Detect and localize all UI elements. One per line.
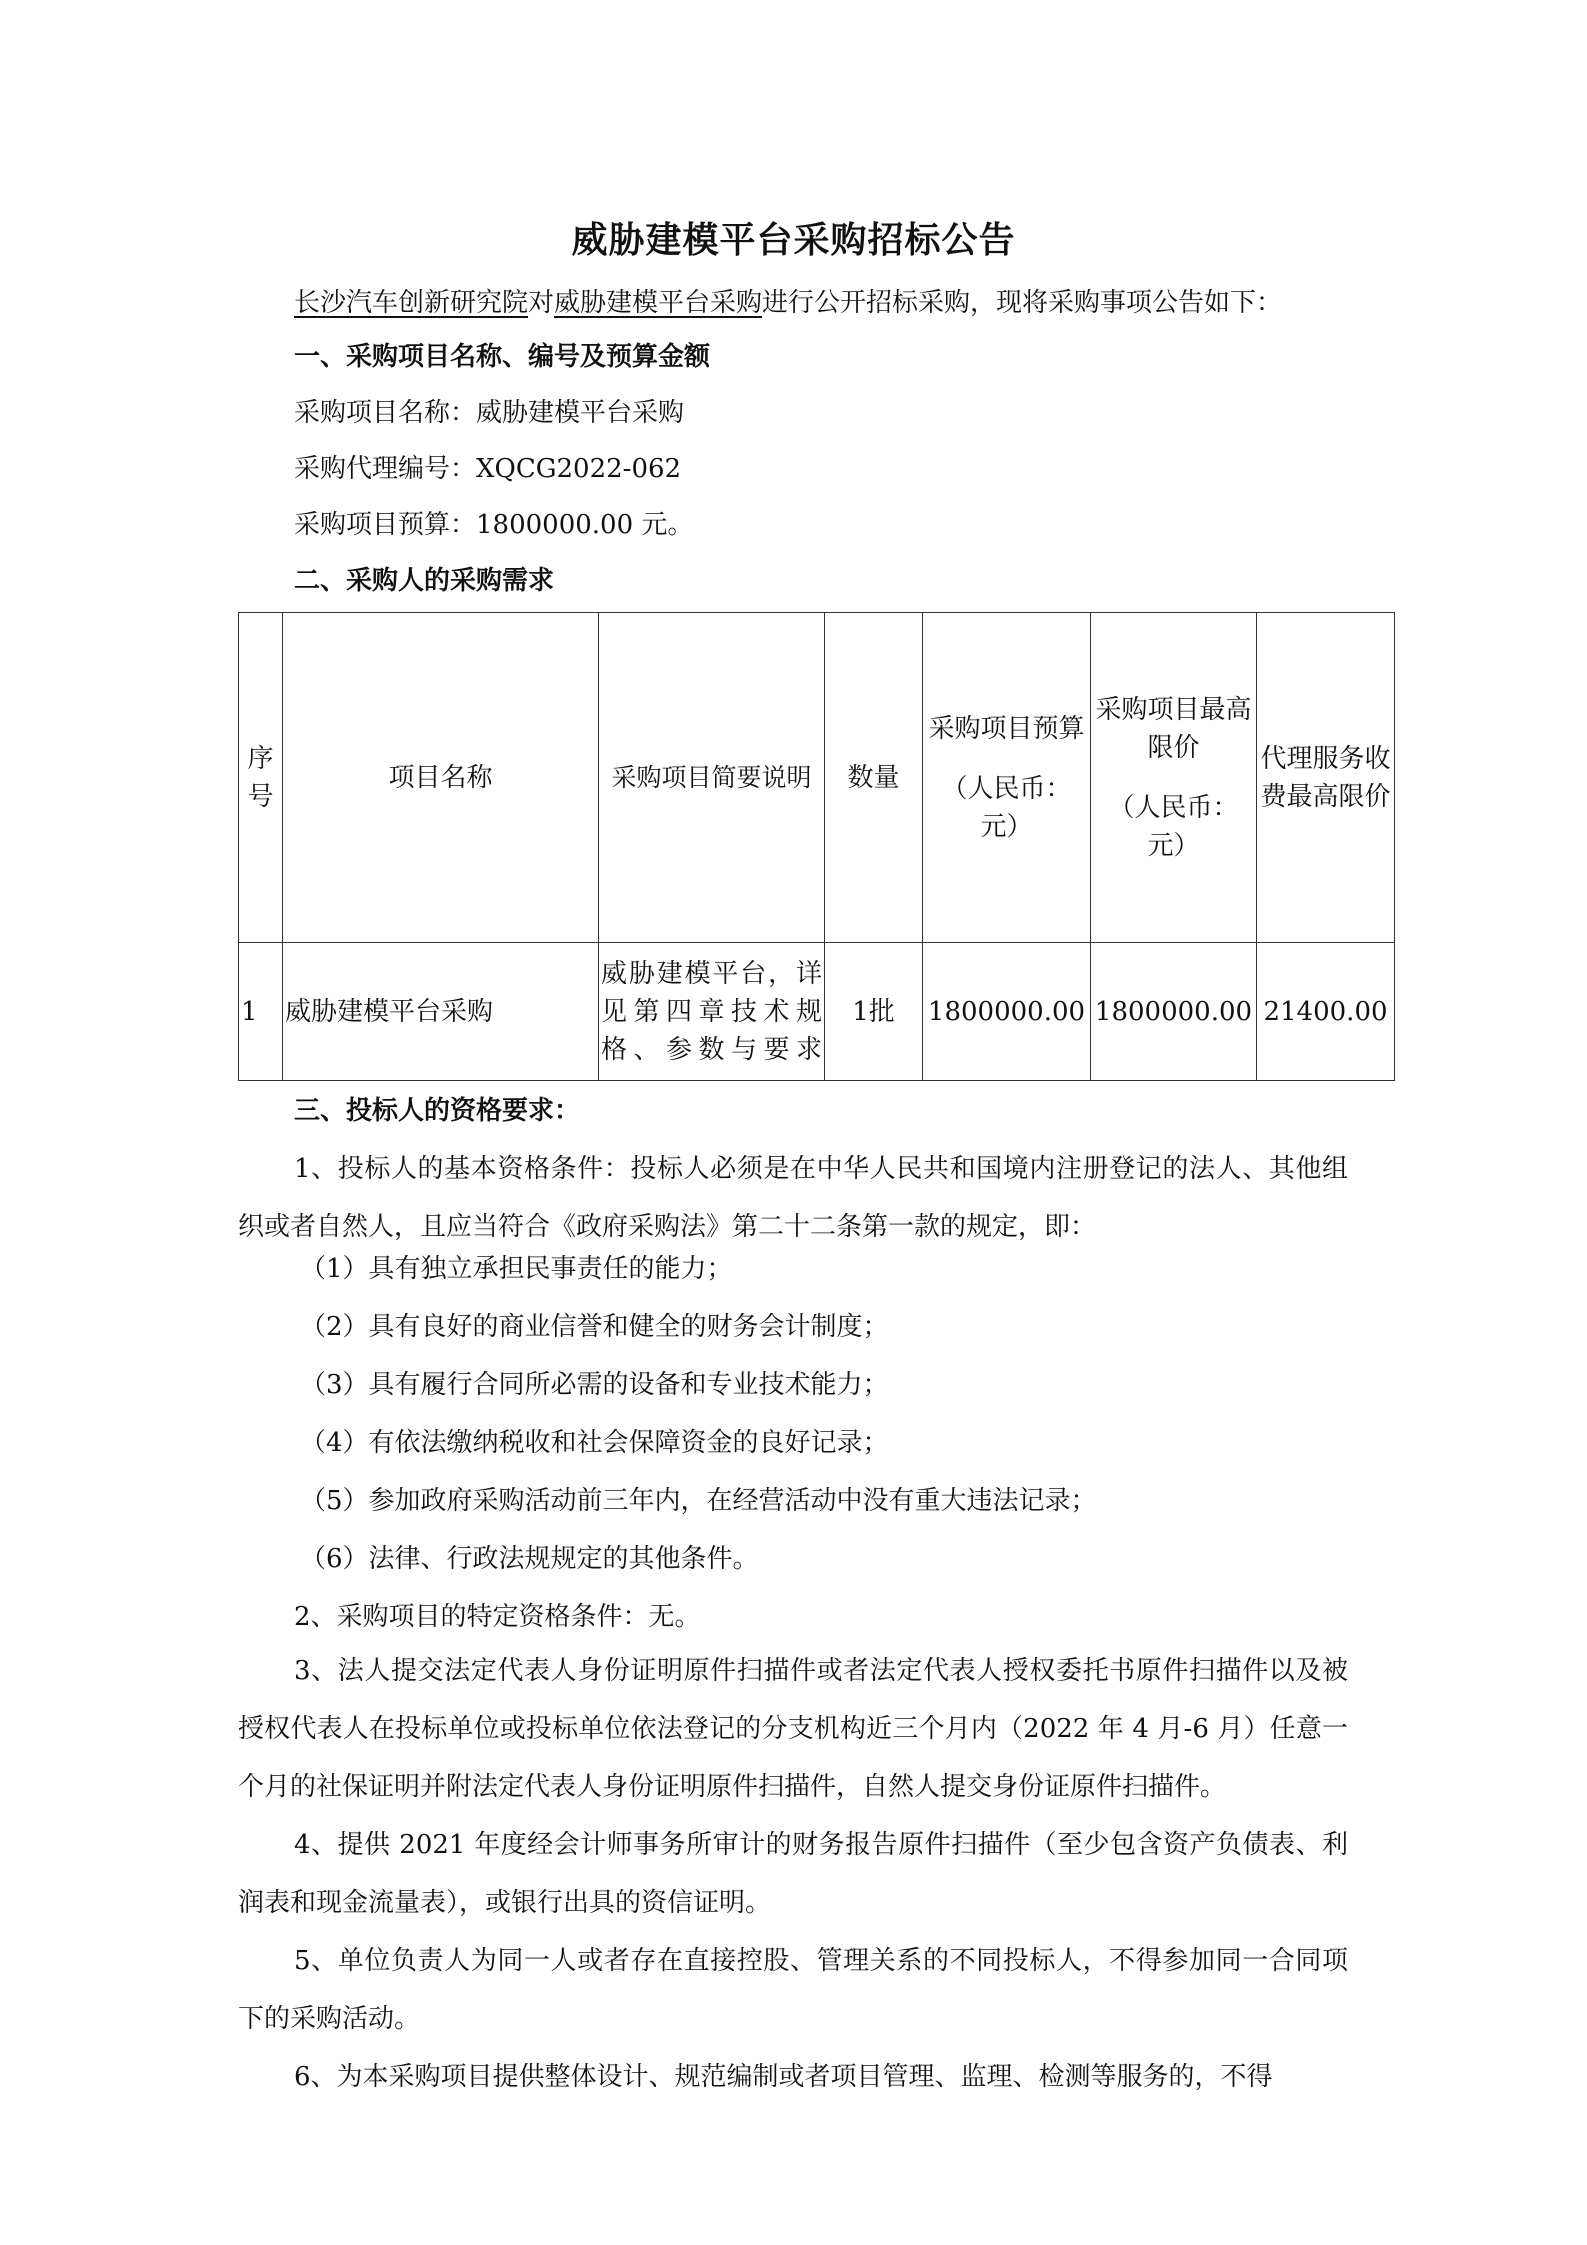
intro-rest: 进行公开招标采购，现将采购事项公告如下：: [762, 288, 1283, 318]
table-header-row: [239, 613, 1395, 943]
qualification-item-4: 4、提供 2021 年度经会计师事务所审计的财务报告原件扫描件（至少包含资产负债表、利润表和现金流量表），或银行出具的资信证明。: [238, 1830, 1348, 1918]
header-max-unit: （人民币：元）: [1108, 792, 1239, 861]
qualification-item-6: 6、为本采购项目提供整体设计、规范编制或者项目管理、监理、检测等服务的，不得: [294, 2062, 1273, 2092]
qualification-item-5: 5、单位负责人为同一人或者存在直接控股、管理关系的不同投标人，不得参加同一合同项下的采购活动。: [238, 1946, 1348, 2034]
row-qty: 1批: [825, 943, 923, 1081]
page-title: 威胁建模平台采购招标公告: [571, 219, 1016, 261]
header-budget-title: 采购项目预算: [928, 713, 1085, 744]
header-desc: 采购项目简要说明: [599, 613, 825, 943]
sub-item-5: （5）参加政府采购活动前三年内，在经营活动中没有重大违法记录；: [300, 1486, 1097, 1516]
header-name: 项目名称: [283, 613, 599, 943]
header-seq: 序号: [239, 613, 283, 943]
section2-heading: 二、采购人的采购需求: [294, 566, 555, 596]
intro-paragraph: [294, 284, 1282, 322]
sub-item-3: （3）具有履行合同所必需的设备和专业技术能力；: [300, 1370, 889, 1400]
sub-item-1: （1）具有独立承担民事责任的能力；: [300, 1254, 733, 1284]
header-qty: 数量: [825, 613, 923, 943]
sub-item-6: （6）法律、行政法规规定的其他条件。: [300, 1544, 759, 1574]
row-fee: 21400.00: [1257, 943, 1395, 1081]
header-max-title: 采购项目最高限价: [1095, 694, 1252, 763]
header-max-price: [1091, 613, 1257, 943]
header-fee: 代理服务收费最高限价: [1257, 613, 1395, 943]
table-row: [239, 943, 1395, 1081]
section3-heading: 三、投标人的资格要求：: [294, 1096, 581, 1126]
qualification-item-1: 1、投标人的基本资格条件：投标人必须是在中华人民共和国境内注册登记的法人、其他组织或者自然人，且应当符合《政府采购法》第二十二条第一款的规定，即：: [238, 1154, 1348, 1242]
row-desc: 威胁建模平台，详见第四章技术规格、参数与要求: [599, 943, 825, 1081]
qualification-item-2: 2、采购项目的特定资格条件：无。: [294, 1602, 701, 1632]
row-max-price: 1800000.00: [1091, 943, 1257, 1081]
section1-heading: 一、采购项目名称、编号及预算金额: [294, 342, 711, 372]
requirements-table: [238, 612, 1395, 1081]
sub-item-2: （2）具有良好的商业信誉和健全的财务会计制度；: [300, 1312, 889, 1342]
intro-connector: 对: [528, 288, 555, 318]
sub-item-4: （4）有依法缴纳税收和社会保障资金的良好记录；: [300, 1428, 889, 1458]
purchaser-name: 长沙汽车创新研究院: [294, 288, 529, 318]
row-seq: 1: [239, 943, 283, 1081]
header-budget-unit: （人民币：元）: [941, 773, 1072, 842]
budget-line: 采购项目预算：1800000.00 元。: [294, 510, 694, 540]
project-name-line: 采购项目名称：威胁建模平台采购: [294, 398, 685, 428]
row-name: 威胁建模平台采购: [283, 943, 599, 1081]
row-budget: 1800000.00: [923, 943, 1091, 1081]
qualification-item-3: 3、法人提交法定代表人身份证明原件扫描件或者法定代表人授权委托书原件扫描件以及被授权代表人在投标单位或投标单位依法登记的分支机构近三个月内（2022 年 4 月-6 月）任意一个月的社保证明并附法定代表人身份证明原件扫描件，自然人提交身份证原件扫描件。: [238, 1656, 1348, 1802]
project-name: 威胁建模平台采购: [554, 288, 763, 318]
agency-code-line: 采购代理编号：XQCG2022-062: [294, 454, 682, 484]
header-budget: [923, 613, 1091, 943]
